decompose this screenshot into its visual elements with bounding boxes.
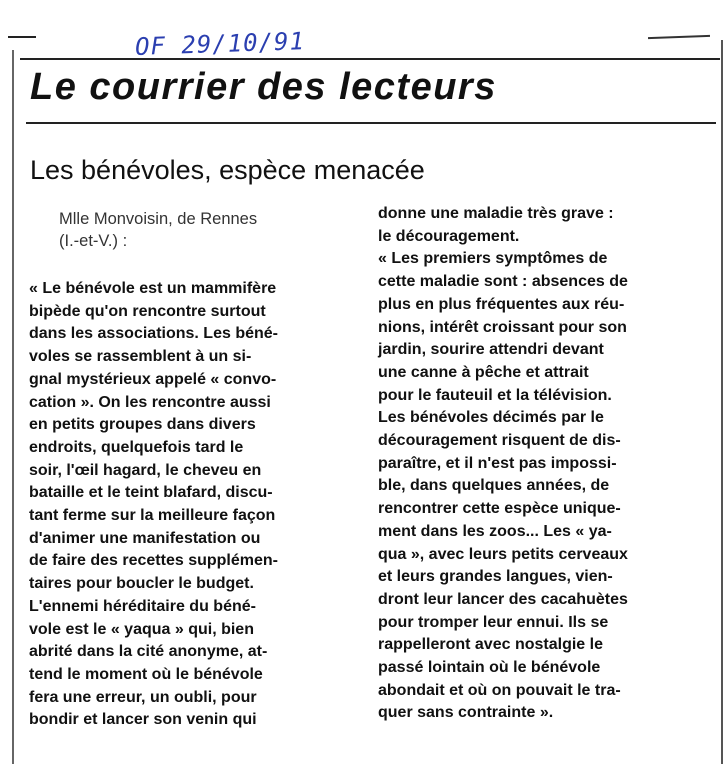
text-line: cette maladie sont : absences de bbox=[378, 273, 628, 291]
text-line: dront leur lancer des cacahuètes bbox=[378, 590, 628, 608]
clipping-top-rule bbox=[20, 58, 720, 60]
text-line: qua », avec leurs petits cerveaux bbox=[378, 545, 628, 563]
text-line: passé lointain où le bénévole bbox=[378, 659, 601, 677]
text-line: bondir et lancer son venin qui bbox=[29, 711, 257, 729]
section-title: Le courrier des lecteurs bbox=[30, 66, 497, 108]
text-line: taires pour boucler le budget. bbox=[29, 575, 254, 593]
text-line: cation ». On les rencontre aussi bbox=[29, 393, 271, 411]
text-line: paraître, et il n'est pas impossi- bbox=[378, 454, 617, 472]
article-paragraph bbox=[378, 248, 700, 725]
article-left-column bbox=[29, 208, 347, 732]
text-line: bipède qu'on rencontre surtout bbox=[29, 302, 266, 320]
text-line: et leurs grandes langues, vien- bbox=[378, 568, 613, 586]
text-line: donne une maladie très grave : bbox=[378, 205, 614, 222]
text-line: plus en plus fréquentes aux réu- bbox=[378, 295, 625, 313]
clipping-edge-top-right bbox=[648, 35, 710, 39]
section-divider bbox=[26, 122, 716, 124]
text-line: gnal mystérieux appelé « convo- bbox=[29, 370, 277, 388]
text-line: découragement risquent de dis- bbox=[378, 432, 621, 450]
clipping-corner-mark bbox=[8, 36, 36, 38]
article-right-column bbox=[378, 203, 700, 725]
text-line: nions, intérêt croissant pour son bbox=[378, 318, 627, 336]
text-line: Les bénévoles décimés par le bbox=[378, 409, 604, 427]
text-line: ment dans les zoos... Les « ya- bbox=[378, 522, 612, 540]
text-line: le découragement. bbox=[378, 227, 520, 245]
text-line: ble, dans quelques années, de bbox=[378, 477, 610, 495]
article-paragraph bbox=[378, 203, 700, 248]
clipping-right-edge bbox=[721, 40, 723, 764]
text-line: « Le bénévole est un mammifère bbox=[29, 280, 277, 297]
text-line: abrité dans la cité anonyme, at- bbox=[29, 643, 268, 661]
text-line: rencontrer cette espèce unique- bbox=[378, 500, 621, 518]
text-line: fera une erreur, un oubli, pour bbox=[29, 688, 257, 706]
text-line: une canne à pêche et attrait bbox=[378, 363, 589, 381]
text-line: dans les associations. Les béné- bbox=[29, 325, 278, 343]
text-line: jardin, sourire attendri devant bbox=[378, 341, 604, 359]
text-line: tant ferme sur la meilleure façon bbox=[29, 507, 276, 525]
author-line-2: (I.-et-V.) : bbox=[59, 232, 128, 250]
author-line-1: Mlle Monvoisin, de Rennes bbox=[59, 210, 258, 228]
clipping-left-edge bbox=[12, 50, 14, 764]
text-line: en petits groupes dans divers bbox=[29, 416, 256, 434]
text-line: « Les premiers symptômes de bbox=[378, 250, 608, 268]
text-line: endroits, quelquefois tard le bbox=[29, 438, 244, 456]
handwritten-date-annotation: OF 29/10/91 bbox=[134, 27, 306, 61]
text-line: de faire des recettes supplémen- bbox=[29, 552, 278, 570]
text-line: pour le fauteuil et la télévision. bbox=[378, 386, 612, 404]
text-line: tend le moment où le bénévole bbox=[29, 665, 263, 683]
text-line: abondait et où on pouvait le tra- bbox=[378, 681, 621, 699]
byline-spacer bbox=[29, 252, 347, 278]
text-line: d'animer une manifestation ou bbox=[29, 529, 261, 547]
text-line: vole est le « yaqua » qui, bien bbox=[29, 620, 254, 638]
text-line: voles se rassemblent à un si- bbox=[29, 348, 252, 366]
text-line: rappelleront avec nostalgie le bbox=[378, 636, 603, 654]
text-line: L'ennemi héréditaire du béné- bbox=[29, 597, 256, 615]
article-paragraph bbox=[29, 278, 347, 732]
article-headline: Les bénévoles, espèce menacée bbox=[30, 155, 425, 185]
text-line: quer sans contrainte ». bbox=[378, 704, 554, 722]
text-line: soir, l'œil hagard, le cheveu en bbox=[29, 461, 262, 479]
text-line: pour tromper leur ennui. Ils se bbox=[378, 613, 609, 631]
text-line: bataille et le teint blafard, discu- bbox=[29, 484, 273, 502]
